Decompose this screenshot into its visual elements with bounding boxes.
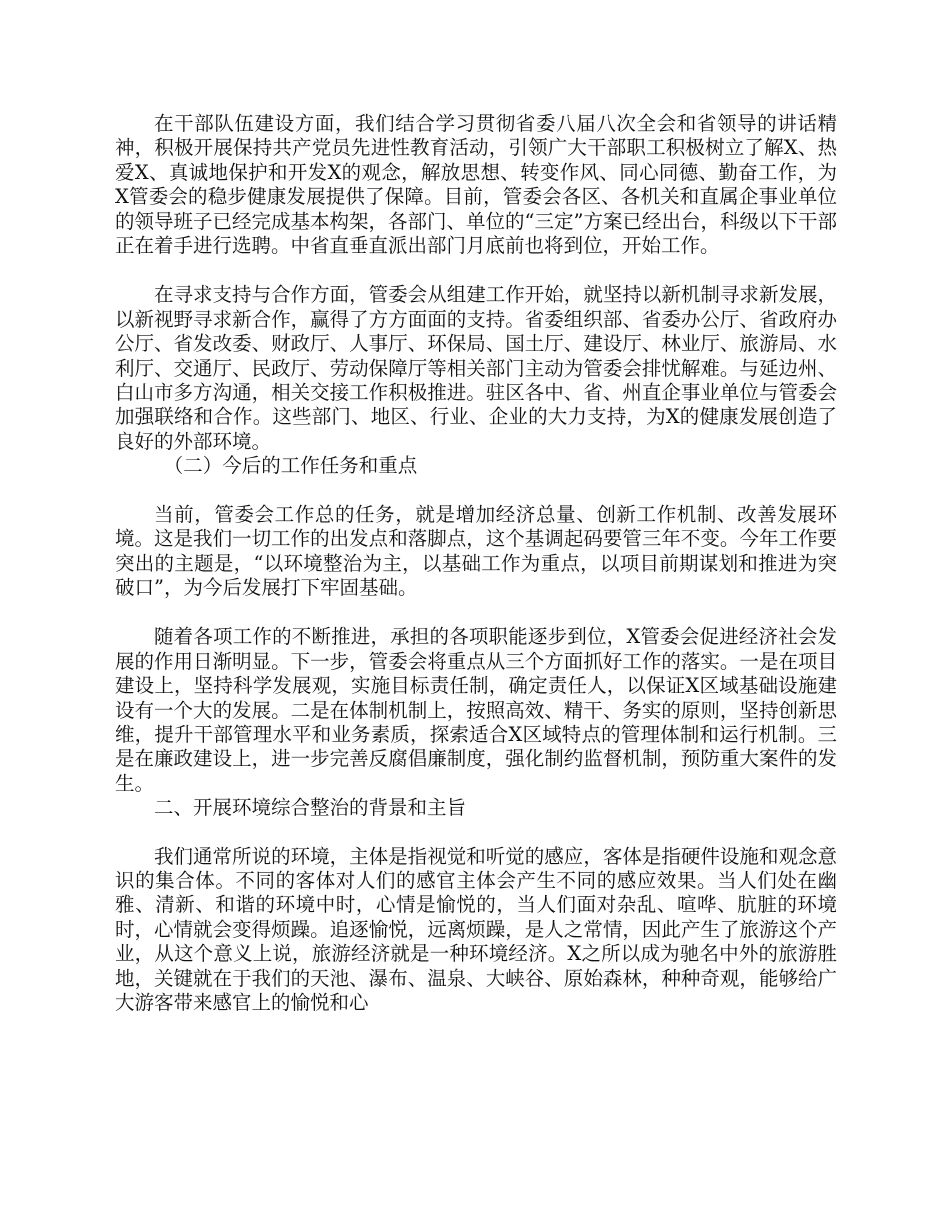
paragraph-environment-concept: 我们通常所说的环境，主体是指视觉和听觉的感应，客体是指硬件设施和观念意识的集合体。不同的客体对人们的感官主体会产生不同的感应效果。当人们处在幽雅、清新、和谐的环境中时，心情是愉悦的，当人们面对杂乱、喧哗、肮脏的环境时，心情就会变得烦躁。追逐愉悦，远离烦躁，是人之常情，因此产生了旅游这个产业，从这个意义上说，旅游经济就是一种环境经济。X之所以成为驰名中外的旅游胜地，关键就在于我们的天池、瀑布、温泉、大峡谷、原始森林，种种奇观，能够给广大游客带来感官上的愉悦和心	[115, 844, 837, 1014]
section-heading-environment: 二、开展环境综合整治的背景和主旨	[154, 796, 467, 820]
document-body	[115, 112, 837, 1015]
paragraph-current-tasks: 当前，管委会工作总的任务，就是增加经济总量、创新工作机制、改善发展环境。这是我们一切工作的出发点和落脚点，这个基调起码要管三年不变。今年工作要突出的主题是，“以环境整治为主，以基础工作为重点，以项目前期谋划和推进为突破口”，为今后发展打下牢固基础。	[115, 502, 837, 599]
section-heading-tasks: （二）今后的工作任务和重点	[163, 454, 418, 478]
paragraph-next-steps: 随着各项工作的不断推进，承担的各项职能逐步到位，X管委会促进经济社会发展的作用日渐明显。下一步，管委会将重点从三个方面抓好工作的落实。一是在项目建设上，坚持科学发展观，实施目标责任制，确定责任人，以保证X区域基础设施建设有一个大的发展。二是在体制机制上，按照高效、精干、务实的原则，坚持创新思维，提升干部管理水平和业务素质，探索适合X区域特点的管理体制和运行机制。三是在廉政建设上，进一步完善反腐倡廉制度，强化制约监督机制，预防重大案件的发生。	[115, 625, 837, 795]
paragraph-cadre-building: 在干部队伍建设方面，我们结合学习贯彻省委八届八次全会和省领导的讲话精神，积极开展保持共产党员先进性教育活动，引领广大干部职工积极树立了解X、热爱X、真诚地保护和开发X的观念，解放思想、转变作风、同心同德、勤奋工作，为X管委会的稳步健康发展提供了保障。目前，管委会各区、各机关和直属企事业单位的领导班子已经完成基本构架，各部门、单位的“三定”方案已经出台，科级以下干部正在着手进行选聘。中省直垂直派出部门月底前也将到位，开始工作。	[115, 112, 837, 258]
paragraph-support-cooperation: 在寻求支持与合作方面，管委会从组建工作开始，就坚持以新机制寻求新发展，以新视野寻求新合作，赢得了方方面面的支持。省委组织部、省委办公厅、省政府办公厅、省发改委、财政厅、人事厅、环保局、国土厅、建设厅、林业厅、旅游局、水利厅、交通厅、民政厅、劳动保障厅等相关部门主动为管委会排忧解难。与延边州、白山市多方沟通，相关交接工作积极推进。驻区各中、省、州直企事业单位与管委会加强联络和合作。这些部门、地区、行业、企业的大力支持，为X的健康发展创造了良好的外部环境。	[115, 283, 837, 453]
